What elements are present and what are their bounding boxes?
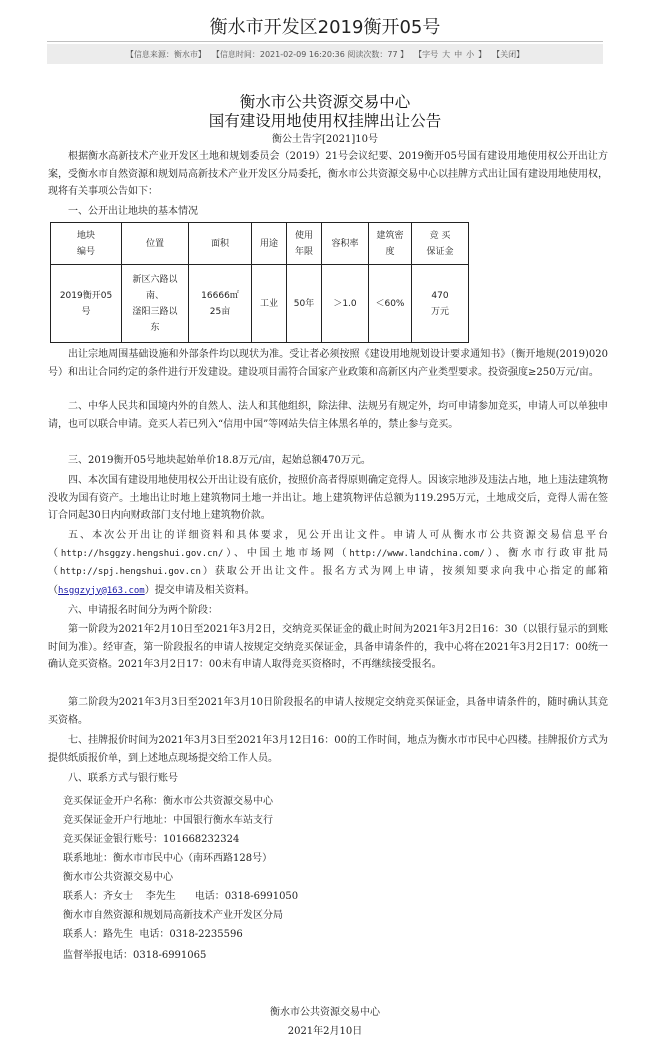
header-cell-density: 建筑密 度: [369, 223, 412, 265]
intro-paragraph: 根据衡水高新技术产业开发区土地和规划委员会（2019）21号会议纪要、2019衡开05号国有建设用地使用权公开出让方案，受衡水市自然资源和规划局高新技术产业开发区分局委托，衡水市公共资源交易中心以挂牌方式出让国有建设用地使用权，现将有关事项公告如下：: [48, 151, 608, 197]
section-2-paragraph: 二、中华人民共和国境内外的自然人、法人和其他组织，除法律、法规另有规定外，均可申请参加竞买，申请人可以单独申请，也可以联合申请。竞买人若已列入“信用中国”等网站失信主体黑名单的，禁止参与竞买。: [48, 401, 608, 430]
section-4-paragraph: 四、本次国有建设用地使用权公开出让设有底价，按照价高者得原则确定竞得人。因该宗地涉及违法占地，地上违法建筑物没收为国有资产。土地出让时地上建筑物同土地一并出让。地上建筑物评估总额为119.295万元，土地成交后，竞得人需在签订合同起30日内向财政部门支付地上建筑物价款。: [48, 475, 608, 521]
header-cell-far: 容积率: [322, 223, 369, 265]
section-3-paragraph: 三、2019衡开05号地块起始单价18.8万元/亩，起始总额470万元。: [68, 455, 371, 466]
cell-use: 工业: [252, 265, 287, 343]
contact-line: 联系人：路先生 电话：0318-2235596: [63, 929, 243, 940]
url-hsggzy: http://hsggzy.hengshui.gov.cn/: [60, 548, 224, 559]
page-title: 衡水市开发区2019衡开05号: [209, 17, 441, 38]
cell-density: ＜60%: [369, 265, 412, 343]
table-header-row: [51, 223, 469, 265]
close-link[interactable]: 【关闭】: [492, 49, 525, 59]
cell-plot-no: 2019衡开05 号: [51, 265, 122, 343]
header-cell-area: 面积: [189, 223, 252, 265]
font-size-bracket: 】: [478, 49, 487, 59]
contact-line: 衡水市自然资源和规划局高新技术产业开发区分局: [63, 910, 283, 921]
url-spj: http://spj.hengshui.gov.cn: [59, 567, 201, 577]
cell-years: 50年: [287, 265, 322, 343]
font-size-medium-link[interactable]: 中: [454, 49, 463, 59]
section-1-title: 一、公开出让地块的基本情况: [68, 206, 198, 217]
conditions-paragraph: 出让宗地周围基础设施和外部条件均以现状为准。受让者必须按照《建设用地规划设计要求通知书》（衡开地规(2019)020号）和出让合同约定的条件进行开发建设。建设项目需符合国家产业政策和高新区内产业类型要求。投资强度≥250万元/亩。: [48, 349, 608, 378]
footer-org: 衡水市公共资源交易中心: [270, 1007, 380, 1018]
doc-number: 衡公土告字[2021]10号: [272, 134, 378, 145]
contact-line: 监督举报电话：0318-6991065: [63, 950, 207, 961]
font-size-label: 【字号: [414, 49, 439, 59]
header-cell-deposit: 竞 买 保证金: [412, 223, 469, 265]
header-cell-location: 位置: [122, 223, 189, 265]
land-info-table: [50, 222, 469, 343]
stage-1-paragraph: 第一阶段为2021年2月10日至2021年3月2日，交纳竞买保证金的截止时间为2021年3月2日16：30（以银行显示的到账时间为准）。经审查，第一阶段报名的申请人按规定交纳竞买保证金，具备申请条件的，我中心将在2021年3月2日17：00统一确认竞买资格。2021年3月2日17：00未有申请人取得竞买资格时，不再继续接受报名。: [48, 624, 608, 670]
cell-area: 16666㎡ 25亩: [189, 265, 252, 343]
title-divider: [47, 41, 603, 42]
contact-line: 衡水市公共资源交易中心: [63, 872, 173, 883]
header-cell-years: 使用 年限: [287, 223, 322, 265]
url-landchina: http://www.landchina.com/: [349, 548, 485, 559]
contact-line: 竞买保证金开户行地址：中国银行衡水车站支行: [63, 815, 273, 826]
header-cell-plot-no: 地块 编号: [51, 223, 122, 265]
cell-deposit: 470 万元: [412, 265, 469, 343]
article-info-bar: [47, 44, 603, 64]
contact-line: 竞买保证金开户名称：衡水市公共资源交易中心: [63, 796, 273, 807]
doc-header-title: 国有建设用地使用权挂牌出让公告: [208, 112, 442, 130]
font-size-switcher: [414, 49, 486, 60]
table-row: [51, 265, 469, 343]
header-cell-use: 用途: [252, 223, 287, 265]
font-size-small-link[interactable]: 小: [466, 49, 475, 59]
info-time: 【信息时间：2021-02-09 16:20:36 阅读次数：77 】: [211, 49, 409, 59]
doc-header-org: 衡水市公共资源交易中心: [239, 93, 411, 111]
info-source: 【信息来源：衡水市】: [125, 49, 206, 59]
cell-location: 新区六路以 南、 滏阳三路以 东: [122, 265, 189, 343]
email-link[interactable]: hsggzyjy@163.com: [58, 585, 145, 596]
font-size-large-link[interactable]: 大: [442, 49, 451, 59]
cell-far: ＞1.0: [322, 265, 369, 343]
contact-line: 联系地址：衡水市市民中心（南环西路128号）: [63, 853, 273, 864]
contact-line: 联系人：齐女士 李先生 电话：0318-6991050: [63, 891, 299, 902]
footer-date: 2021年2月10日: [287, 1026, 363, 1037]
section-8-title: 八、联系方式与银行账号: [68, 773, 178, 784]
contact-line: 竞买保证金银行账号：101668232324: [63, 834, 240, 845]
stage-2-paragraph: 第二阶段为2021年3月3日至2021年3月10日阶段报名的申请人按规定交纳竞买保证金，具备申请条件的，随时确认其竞买资格。: [48, 697, 608, 726]
section-6-title: 六、申请报名时间分为两个阶段：: [68, 605, 218, 616]
section-5-paragraph: 五、本次公开出让的详细资料和具体要求，见公开出让文件。申请人可从衡水市公共资源交易信息平台（http://hsggzy.hengshui.gov.cn/）、中国土地市场网（http://www.landchina.com/）、衡水市行政审批局（http://spj.hengshui.gov.cn）获取公开出让文件。报名方式为网上申请，按须知要求向我中心指定的邮箱（hsggzyjy@163.com）提交申请及相关资料。: [48, 530, 609, 596]
section-7-paragraph: 七、挂牌报价时间为2021年3月3日至2021年3月12日16：00的工作时间，地点为衡水市市民中心四楼。挂牌报价方式为提供纸质报价单，到上述地点现场提交给工作人员。: [48, 735, 608, 764]
